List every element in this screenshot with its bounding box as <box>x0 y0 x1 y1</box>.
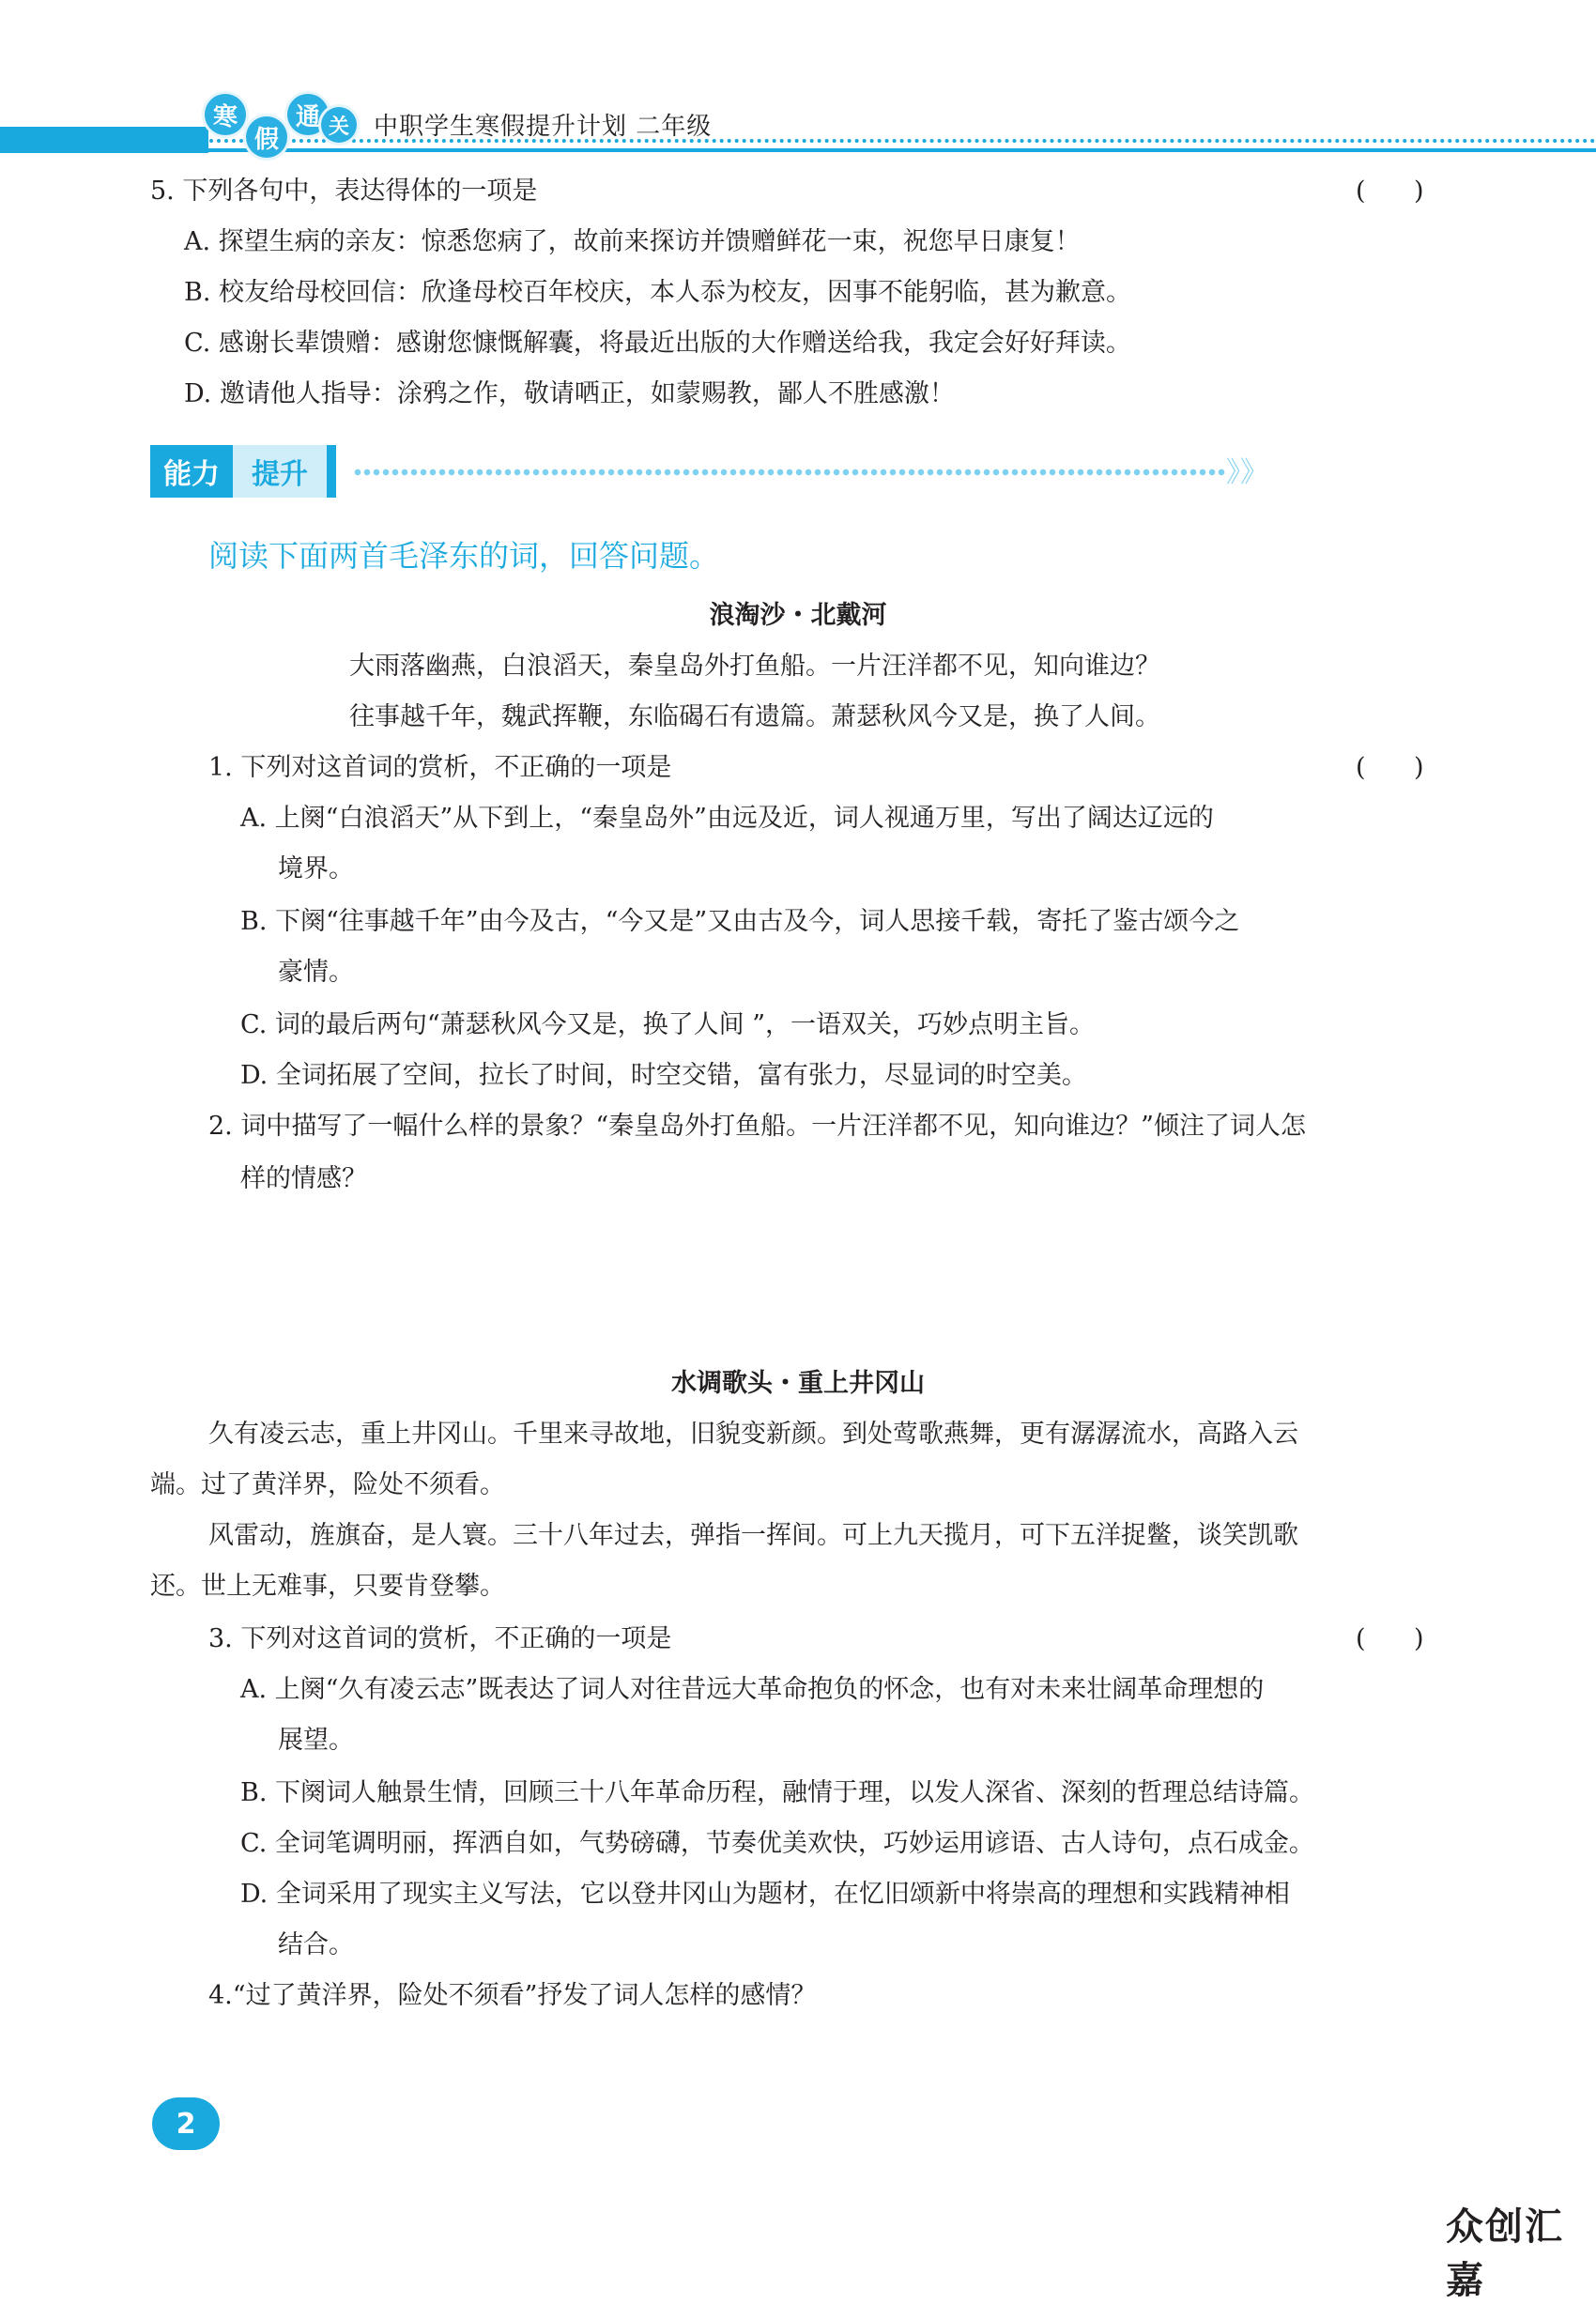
section-badge-edge <box>327 445 336 498</box>
answer-blank: ( ) <box>1356 1624 1424 1653</box>
header-badge-char: 通 <box>287 94 329 135</box>
q5-stem: 5. 下列各句中，表达得体的一项是 <box>150 177 538 206</box>
q1-option-b-cont: 豪情。 <box>278 958 354 987</box>
section-badge <box>150 445 338 498</box>
poem1-line: 大雨落幽燕，白浪滔天，秦皇岛外打鱼船。一片汪洋都不见，知向谁边？ <box>349 652 1160 681</box>
q1-option-b: B. 下阕“往事越千年”由今及古，“今又是”又由古及今，词人思接千载，寄托了鉴古颂今之 <box>240 907 1240 936</box>
poem2-line: 风雷动，旌旗奋，是人寰。三十八年过去，弹指一挥间。可上九天揽月，可下五洋捉鳖，谈笑凯歌 <box>208 1521 1298 1550</box>
q1-option-a-cont: 境界。 <box>278 854 354 883</box>
section-label-a: 能力 <box>150 445 233 498</box>
poem2-line: 久有凌云志，重上井冈山。千里来寻故地，旧貌变新颜。到处莺歌燕舞，更有潺潺流水，高路入云 <box>208 1420 1298 1449</box>
q2-stem: 2. 词中描写了一幅什么样的景象？“秦皇岛外打鱼船。一片汪洋都不见，知向谁边？”倾注了词人怎 <box>208 1112 1306 1141</box>
q1-option-d: D. 全词拓展了空间，拉长了时间，时空交错，富有张力，尽显词的时空美。 <box>240 1061 1087 1090</box>
page-number: 2 <box>152 2097 220 2150</box>
answer-blank: ( ) <box>1356 753 1424 782</box>
answer-blank: ( ) <box>1356 177 1424 206</box>
q3-option-a-cont: 展望。 <box>278 1726 354 1755</box>
watermark: 众创汇嘉 <box>1446 2205 1564 2302</box>
q5-option-c: C. 感谢长辈馈赠：感谢您慷慨解囊，将最近出版的大作赠送给我，我定会好好拜读。 <box>184 329 1131 358</box>
q5-option-a: A. 探望生病的亲友：惊悉您病了，故前来探访并馈赠鲜花一束，祝您早日康复！ <box>184 227 1081 256</box>
section-dotted-rule <box>353 466 1226 479</box>
q1-stem: 1. 下列对这首词的赏析，不正确的一项是 <box>208 753 672 782</box>
section-label-b: 提升 <box>233 445 327 498</box>
poem1-line: 往事越千年，魏武挥鞭，东临碣石有遗篇。萧瑟秋风今又是，换了人间。 <box>349 702 1160 731</box>
q3-option-c: C. 全词笔调明丽，挥洒自如，气势磅礴，节奏优美欢快，巧妙运用谚语、古人诗句，点石成金。 <box>240 1829 1314 1858</box>
header-badge-char: 寒 <box>205 94 246 135</box>
header-title: 中职学生寒假提升计划 二年级 <box>374 113 713 141</box>
header-badge-char: 关 <box>321 107 357 143</box>
poem2-title: 水调歌头・重上井冈山 <box>671 1369 925 1398</box>
q5-option-d: D. 邀请他人指导：涂鸦之作，敬请哂正，如蒙赐教，鄙人不胜感激！ <box>184 379 955 408</box>
q3-stem: 3. 下列对这首词的赏析，不正确的一项是 <box>208 1624 672 1653</box>
q1-option-c: C. 词的最后两句“萧瑟秋风今又是，换了人间 ”，一语双关，巧妙点明主旨。 <box>240 1010 1096 1039</box>
q1-option-a: A. 上阕“白浪滔天”从下到上，“秦皇岛外”由远及近，词人视通万里，写出了阔达辽远的 <box>240 804 1214 833</box>
q4-stem: 4.“过了黄洋界，险处不须看”抒发了词人怎样的感情？ <box>208 1981 817 2010</box>
q3-option-d-cont: 结合。 <box>278 1930 354 1959</box>
chevron-right-icon: 》》 <box>1226 456 1268 489</box>
poem2-line: 还。世上无难事，只要肯登攀。 <box>150 1572 505 1601</box>
q3-option-d: D. 全词采用了现实主义写法，它以登井冈山为题材，在忆旧颂新中将崇高的理想和实践精神相 <box>240 1880 1290 1909</box>
poem1-title: 浪淘沙・北戴河 <box>709 601 887 630</box>
q3-option-a: A. 上阕“久有凌云志”既表达了词人对往昔远大革命抱负的怀念，也有对未来壮阔革命理想的 <box>240 1675 1265 1704</box>
header-badge-char: 假 <box>246 116 287 158</box>
q3-option-b: B. 下阕词人触景生情，回顾三十八年革命历程，融情于理，以发人深省、深刻的哲理总结诗篇。 <box>240 1778 1315 1807</box>
poem2-line: 端。过了黄洋界，险处不须看。 <box>150 1470 505 1499</box>
header-line <box>0 148 1596 152</box>
section-instruction: 阅读下面两首毛泽东的词，回答问题。 <box>208 538 720 574</box>
q5-option-b: B. 校友给母校回信：欣逢母校百年校庆，本人忝为校友，因事不能躬临，甚为歉意。 <box>184 278 1132 307</box>
q2-stem-cont: 样的情感？ <box>240 1164 367 1193</box>
